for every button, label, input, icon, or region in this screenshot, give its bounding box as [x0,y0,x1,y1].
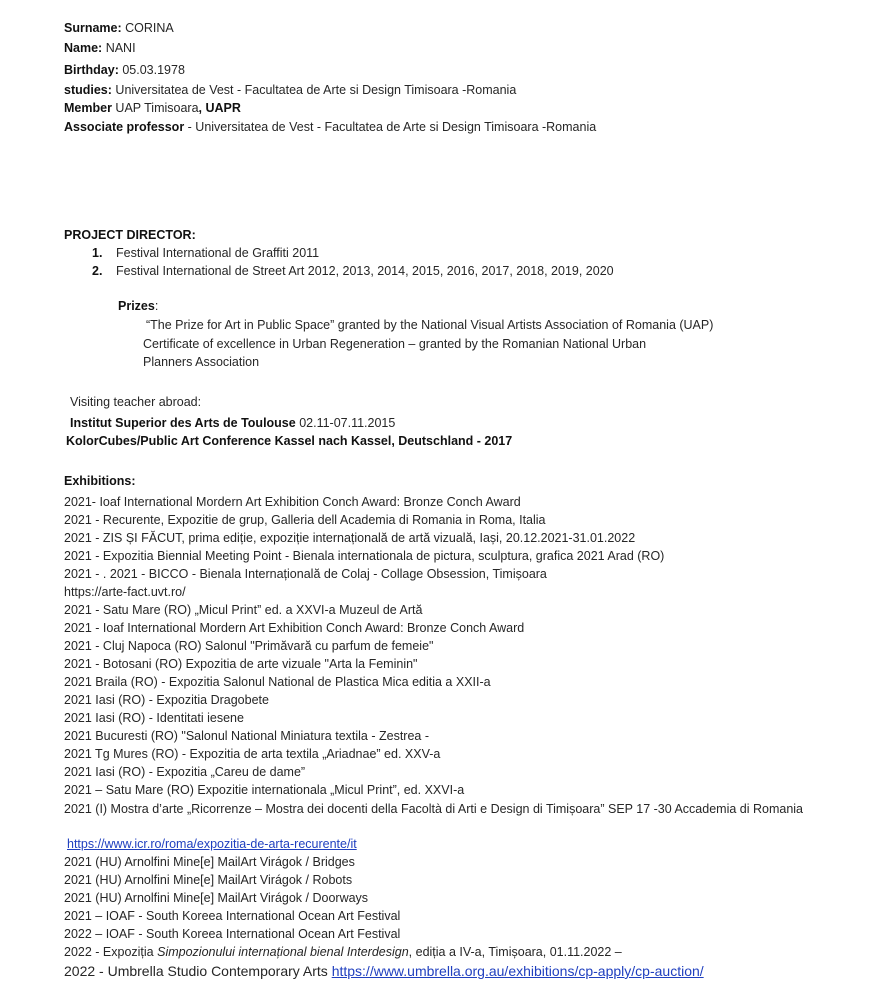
exhibition-item: 2021 - Satu Mare (RO) „Micul Print” ed. a XXVI-a Muzeul de Artă [64,603,423,617]
surname-line [64,20,174,36]
exhibition-item: 2021 - Expozitia Biennial Meeting Point - Bienala internationala de pictura, sculptura, grafica 2021 Arad (RO) [64,549,665,563]
prize-item: Certificate of excellence in Urban Regeneration – granted by the Romanian National Urban [143,337,647,351]
interdesign-exhibition-line [64,944,622,960]
associate-professor-line [64,119,596,135]
toulouse-line [70,415,395,431]
prizes-heading-line [118,298,158,314]
associate-professor-label: Associate professor [64,120,185,134]
project-item [92,245,319,261]
name-value: NANI [102,41,136,55]
exhibitions-heading: Exhibitions: [64,474,136,488]
exhibition-item: 2021 Bucuresti (RO) "Salonul National Miniatura textila - Zestrea - [64,729,430,743]
surname-label: Surname: [64,21,122,35]
prizes-heading: Prizes [118,299,155,313]
interdesign-suffix: , ediția a IV-a, Timișoara, 01.11.2022 – [408,945,622,959]
birthday-label: Birthday: [64,63,119,77]
exhibition-item: 2021 Iasi (RO) - Identitati iesene [64,711,244,725]
exhibition-item: 2021 - Recurente, Expozitie de grup, Galleria dell Academia di Romania in Roma, Italia [64,513,546,527]
surname-value: CORINA [121,21,174,35]
project-director-heading: PROJECT DIRECTOR: [64,228,196,242]
exhibition-item: 2021 – IOAF - South Koreea International Ocean Art Festival [64,909,401,923]
toulouse-institution: Institut Superior des Arts de Toulouse [70,416,296,430]
associate-professor-value: - Universitatea de Vest - Facultatea de Arte si Design Timisoara -Romania [184,120,597,134]
birthday-value: 05.03.1978 [118,63,185,77]
exhibition-item: 2021 – Satu Mare (RO) Expozitie internationala „Micul Print”, ed. XXVI-a [64,783,465,797]
exhibition-item: 2021 Iasi (RO) - Expozitia „Careu de dame” [64,765,306,779]
member-value: UAP Timisoara [111,101,199,115]
studies-line [64,82,516,98]
umbrella-prefix: 2022 - Umbrella Studio Contemporary Arts [64,963,332,979]
exhibition-item: 2021 (HU) Arnolfini Mine[e] MailArt Virágok / Robots [64,873,353,887]
exhibition-item: 2021- Ioaf International Mordern Art Exhibition Conch Award: Bronze Conch Award [64,495,521,509]
exhibition-item: https://arte-fact.uvt.ro/ [64,585,186,599]
umbrella-link[interactable]: https://www.umbrella.org.au/exhibitions/cp-apply/cp-auction/ [331,963,704,979]
studies-value: Universitatea de Vest - Facultatea de Arte si Design Timisoara -Romania [111,83,517,97]
exhibition-item: 2021 Tg Mures (RO) - Expozitia de arta textila „Ariadnae” ed. XXV-a [64,747,441,761]
birthday-line [64,62,185,78]
prize-item: “The Prize for Art in Public Space” granted by the National Visual Artists Association of Romania (UAP) [146,318,714,332]
exhibition-item: 2021 Iasi (RO) - Expozitia Dragobete [64,693,269,707]
exhibition-item: 2021 - ZIS ȘI FĂCUT, prima ediție, expoziție internațională de artă vizuală, Iași, 20.12.2021-31.01.2022 [64,531,636,545]
visiting-teacher-heading: Visiting teacher abroad: [70,395,202,409]
exhibition-item: 2021 - . 2021 - BICCO - Bienala Internațională de Colaj - Collage Obsession, Timișoara [64,567,547,581]
exhibition-item: 2021 (I) Mostra d’arte „Ricorrenze – Mostra dei docenti della Facoltà di Arti e Design di Timișoara” SEP 17 -30 Accademia di Romania [64,802,804,816]
kassel-line: KolorCubes/Public Art Conference Kassel nach Kassel, Deutschland - 2017 [66,434,513,448]
exhibition-item: 2021 - Cluj Napoca (RO) Salonul "Primăvară cu parfum de femeie" [64,639,434,653]
umbrella-exhibition-line [64,963,704,979]
exhibition-item: 2021 - Botosani (RO) Expozitia de arte vizuale "Arta la Feminin" [64,657,418,671]
project-item-number: 1. [92,246,103,260]
name-label: Name: [64,41,103,55]
interdesign-prefix: 2022 - Expoziția [64,945,158,959]
project-item [92,263,614,279]
member-bold-tail: , UAPR [198,101,241,115]
exhibition-item: 2021 (HU) Arnolfini Mine[e] MailArt Virágok / Bridges [64,855,355,869]
member-line [64,100,241,116]
exhibition-item: 2021 - Ioaf International Mordern Art Exhibition Conch Award: Bronze Conch Award [64,621,525,635]
project-item-number: 2. [92,264,103,278]
member-label: Member [64,101,112,115]
exhibition-item: 2021 (HU) Arnolfini Mine[e] MailArt Virágok / Doorways [64,891,369,905]
icr-exhibition-link[interactable]: https://www.icr.ro/roma/expozitia-de-arta-recurente/it [67,837,357,851]
prizes-colon: : [154,299,159,313]
prize-item: Planners Association [143,355,260,369]
studies-label: studies: [64,83,112,97]
exhibition-item: 2021 Braila (RO) - Expozitia Salonul National de Plastica Mica editia a XXII-a [64,675,491,689]
interdesign-italic-title: Simpozionului internațional bienal Interdesign [157,945,409,959]
project-item-text: Festival International de Street Art 2012, 2013, 2014, 2015, 2016, 2017, 2018, 2019, 2020 [116,264,614,278]
toulouse-dates: 02.11-07.11.2015 [295,416,396,430]
name-line [64,40,136,56]
exhibition-item: 2022 – IOAF - South Koreea International Ocean Art Festival [64,927,401,941]
project-item-text: Festival International de Graffiti 2011 [116,246,320,260]
